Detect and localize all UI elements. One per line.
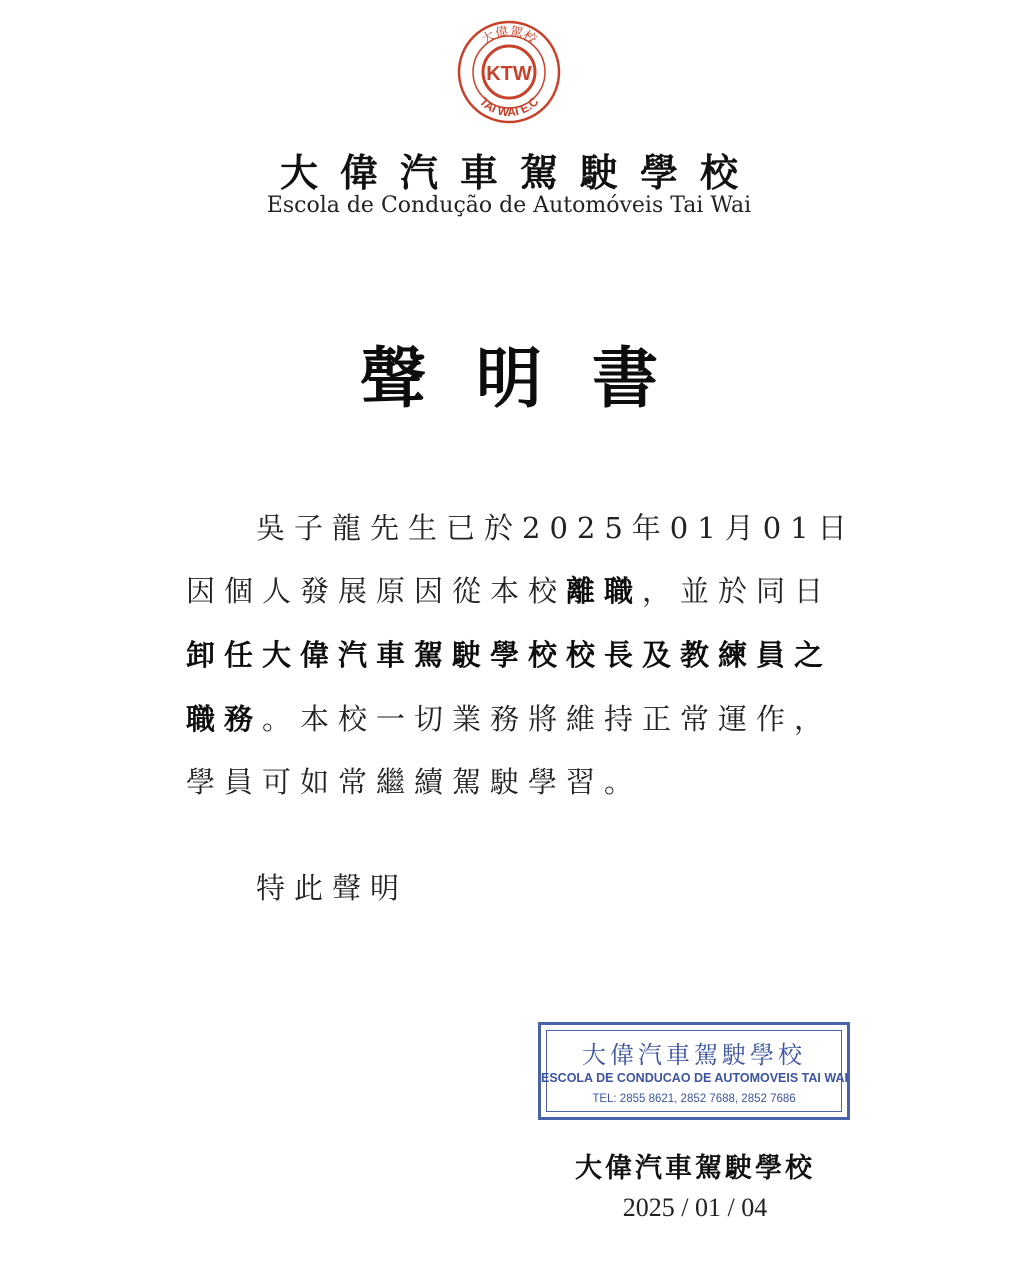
statement-line-5: 學員可如常繼續駕駛學習。 [186,765,643,799]
school-logo [455,18,563,126]
stamp-english-name: ESCOLA DE CONDUCAO DE AUTOMOVEIS TAI WAI [541,1071,848,1085]
logo-arc-bottom-text: TAI WAI E.C [476,94,542,120]
school-name-portuguese: Escola de Condução de Automóveis Tai Wai [266,193,752,218]
school-name-chinese: 大偉汽車駕駛學校 [279,150,760,195]
logo-monogram: KTW [486,63,532,85]
document-title: 聲明書 [360,339,708,417]
closing-remark: 特此聲明 [256,871,409,905]
stamp-chinese-name: 大偉汽車駕駛學校 [582,1041,806,1069]
signature-date: 2025 / 01 / 04 [622,1193,768,1222]
statement-line-3: 卸任大偉汽車駕駛學校校長及教練員之 [186,638,833,672]
emphasis-resignation: 離職 [566,574,643,608]
emphasis-duties: 職務 [186,702,263,736]
logo-arc-top-text: 大偉駕校 [479,24,539,48]
statement-line-4: 職務。本校一切業務將維持正常運作， [186,702,833,736]
company-stamp [538,1022,850,1120]
stamp-telephone: TEL: 2855 8621, 2852 7688, 2852 7686 [592,1093,796,1105]
statement-line-2: 因個人發展原因從本校離職，並於同日 [186,574,833,608]
statement-line-1: 吳子龍先生已於2025年01月01日 [256,511,856,545]
signatory-name: 大偉汽車駕駛學校 [575,1153,815,1184]
